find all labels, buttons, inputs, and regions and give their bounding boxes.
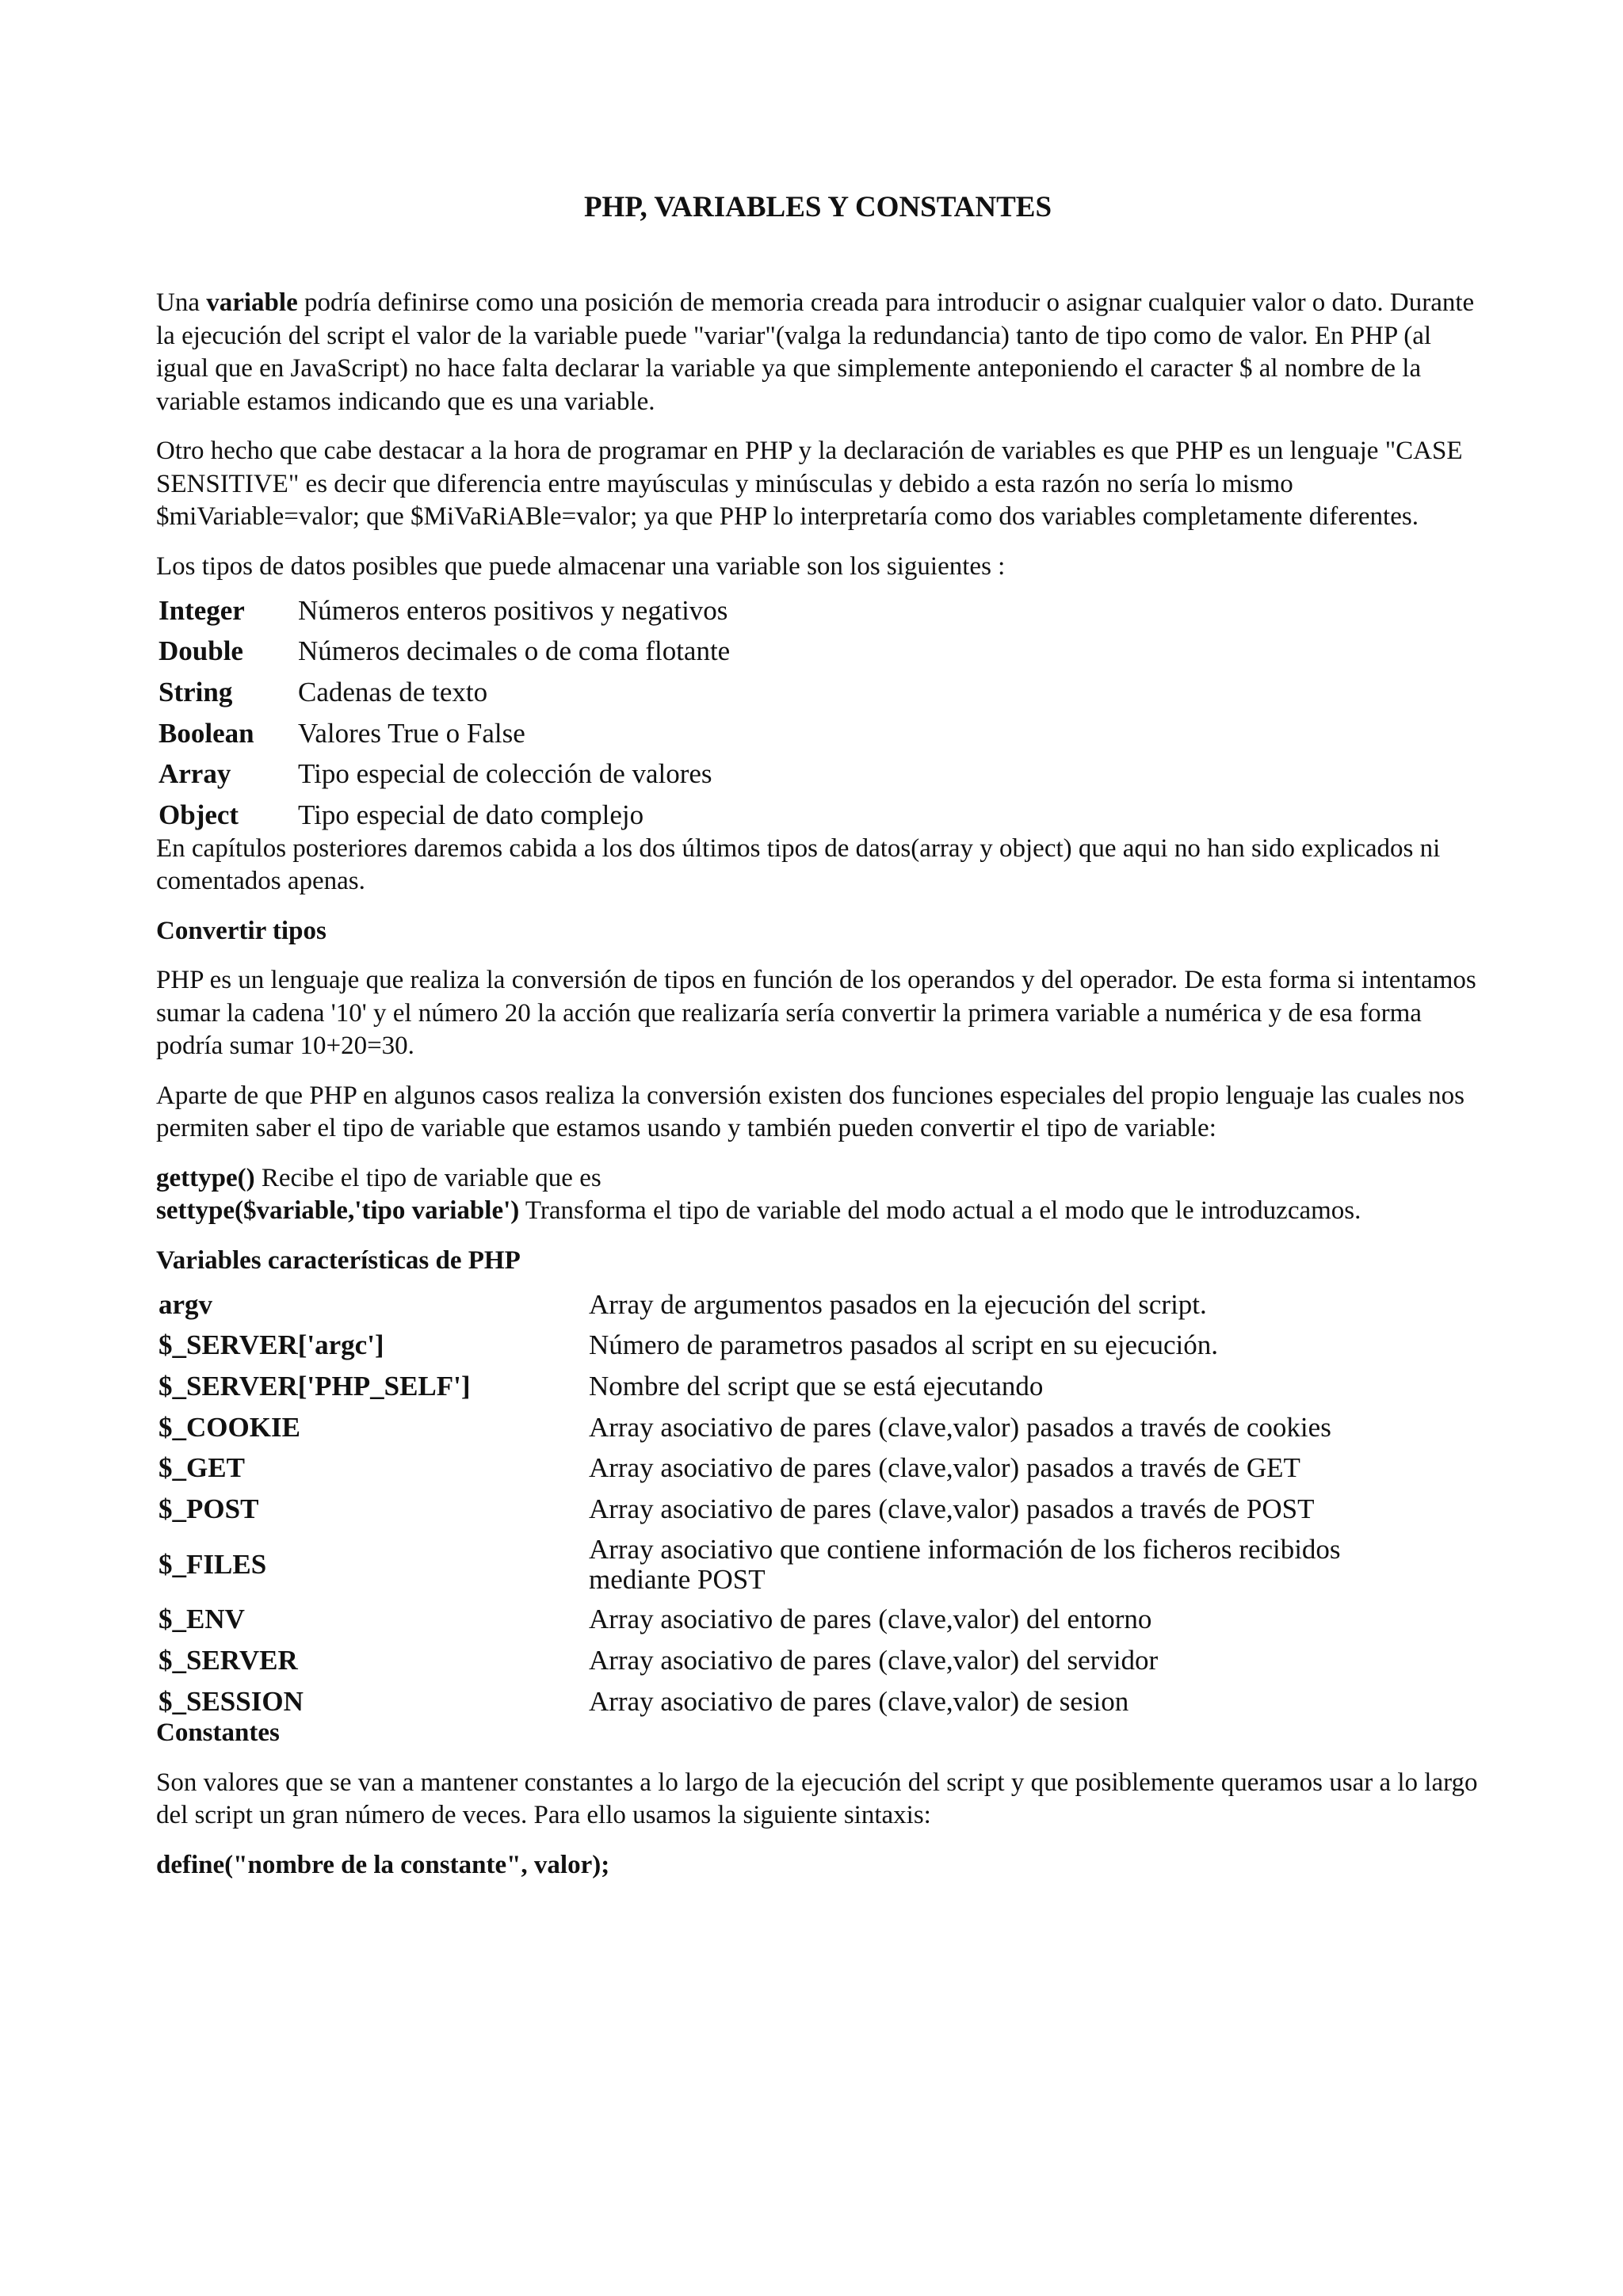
php-var-name: argv [158,1288,213,1320]
settype-description: Transforma el tipo de variable del modo actual a el modo que le introduzcamos. [519,1196,1361,1226]
php-var-description: Array asociativo que contiene información de los ficheros recibidos mediante POST [589,1533,1341,1595]
data-type-description: Tipo especial de colección de valores [298,758,712,790]
intro-keyword-variable: variable [206,288,298,317]
data-type-row [158,713,730,754]
data-type-description: Números enteros positivos y negativos [298,594,728,626]
php-var-row [158,1366,1381,1407]
page-title: PHP, VARIABLES Y CONSTANTES [583,191,1052,223]
intro-paragraph-3: Los tipos de datos posibles que puede almacenar una variable son los siguientes : [156,551,1006,581]
gettype-description: Recibe el tipo de variable que es [254,1163,601,1192]
php-var-row [158,1284,1381,1325]
php-var-name: $_SERVER['argc'] [158,1329,384,1361]
intro-paragraph-2: Otro hecho que cabe destacar a la hora de programar en PHP y la declaración de variables es que PHP es un lenguaje "CASE SENSITIVE" es decir que diferencia entre mayúsculas y minúsculas y debido a esta razón no sería lo mismo $miVariable=valor; que $MiVaRiABle=valor; ya que PHP lo interpretaría como dos variables completamente diferentes. [156,437,1463,531]
define-syntax: define("nombre de la constante", valor); [156,1850,610,1879]
php-var-row [158,1489,1381,1530]
php-var-name: $_COOKIE [158,1411,300,1443]
php-vars-table [158,1284,1381,1722]
constants-heading: Constantes [156,1718,280,1748]
php-var-name: $_GET [158,1452,245,1484]
data-type-row [158,672,730,713]
data-type-name: Integer [158,594,245,626]
php-var-description: Nombre del script que se está ejecutando [589,1371,1044,1402]
php-var-row [158,1447,1381,1489]
gettype-function: gettype() [156,1163,255,1192]
php-var-name: $_SERVER['PHP_SELF'] [158,1371,471,1402]
php-var-description: Array asociativo de pares (clave,valor) del entorno [589,1604,1152,1635]
php-var-row [158,1640,1381,1681]
data-type-row [158,795,730,836]
intro-text-start: Una [156,288,207,317]
php-var-description: Array asociativo de pares (clave,valor) pasados a través de cookies [589,1411,1331,1443]
after-types-paragraph: En capítulos posteriores daremos cabida a los dos últimos tipos de datos(array y object) que aqui no han sido explicados ni comentados apenas. [156,833,1441,896]
data-type-row [158,753,730,795]
constants-paragraph: Son valores que se van a mantener constantes a lo largo de la ejecución del script y que posiblemente queramos usar a lo largo del script un gran número de veces. Para ello usamos la siguiente sintaxis: [156,1768,1478,1830]
document-page [156,190,1480,1898]
data-type-name: Object [158,799,239,830]
settype-line [156,1195,1480,1228]
data-type-description: Cadenas de texto [298,676,488,707]
php-var-description: Número de parametros pasados al script en su ejecución. [589,1329,1219,1361]
php-var-description: Array de argumentos pasados en la ejecución del script. [589,1288,1207,1320]
php-var-description: Array asociativo de pares (clave,valor) de sesion [589,1685,1129,1717]
php-var-name: $_ENV [158,1604,245,1635]
settype-function: settype($variable,'tipo variable') [156,1196,520,1226]
php-var-row [158,1600,1381,1641]
convert-paragraph-1: PHP es un lenguaje que realiza la conversión de tipos en función de los operandos y del operador. De esta forma si intentamos sumar la cadena '10' y el número 20 la acción que realizaría sería convertir la primera variable a numérica y de esa forma podría sumar 10+20=30. [156,966,1476,1061]
php-var-row [158,1325,1381,1367]
php-var-name: $_FILES [158,1548,267,1580]
php-vars-heading: Variables características de PHP [156,1245,521,1275]
php-var-name: $_POST [158,1493,259,1524]
php-var-description: Array asociativo de pares (clave,valor) pasados a través de GET [589,1452,1300,1484]
gettype-line [156,1162,1480,1196]
php-var-description: Array asociativo de pares (clave,valor) del servidor [589,1645,1159,1676]
data-type-name: Boolean [158,717,254,749]
data-type-description: Tipo especial de dato complejo [298,799,644,830]
data-type-row [158,590,730,631]
intro-text-rest: podría definirse como una posición de memoria creada para introducir o asignar cualquier valor o dato. Durante la ejecución del script el valor de la variable puede "variar"(valga la redundancia) tanto de tipo como de valor. En PHP (al igual que en JavaScript) no hace falta declarar la variable ya que simplemente anteponiendo el caracter $ al nombre de la variable estamos indicando que es una variable. [156,288,1475,416]
php-vars-body [158,1284,1381,1722]
data-type-description: Valores True o False [298,717,525,749]
php-var-name: $_SERVER [158,1645,298,1676]
php-var-row [158,1407,1381,1448]
data-type-description: Números decimales o de coma flotante [298,635,731,667]
convert-paragraph-2: Aparte de que PHP en algunos casos realiza la conversión existen dos funciones especiales del propio lenguaje las cuales nos permiten saber el tipo de variable que estamos usando y también pueden convertir el tipo de variable: [156,1081,1465,1143]
convert-heading: Convertir tipos [156,916,327,945]
data-types-table [158,590,730,836]
data-type-name: String [158,676,233,707]
data-type-name: Array [158,758,231,790]
data-type-row [158,631,730,673]
php-var-name: $_SESSION [158,1685,304,1717]
php-var-row [158,1530,1381,1600]
php-var-description: Array asociativo de pares (clave,valor) pasados a través de POST [589,1493,1315,1524]
php-var-row [158,1681,1381,1722]
data-type-name: Double [158,635,243,667]
data-types-body [158,590,730,836]
intro-paragraph-1 [156,287,1480,418]
